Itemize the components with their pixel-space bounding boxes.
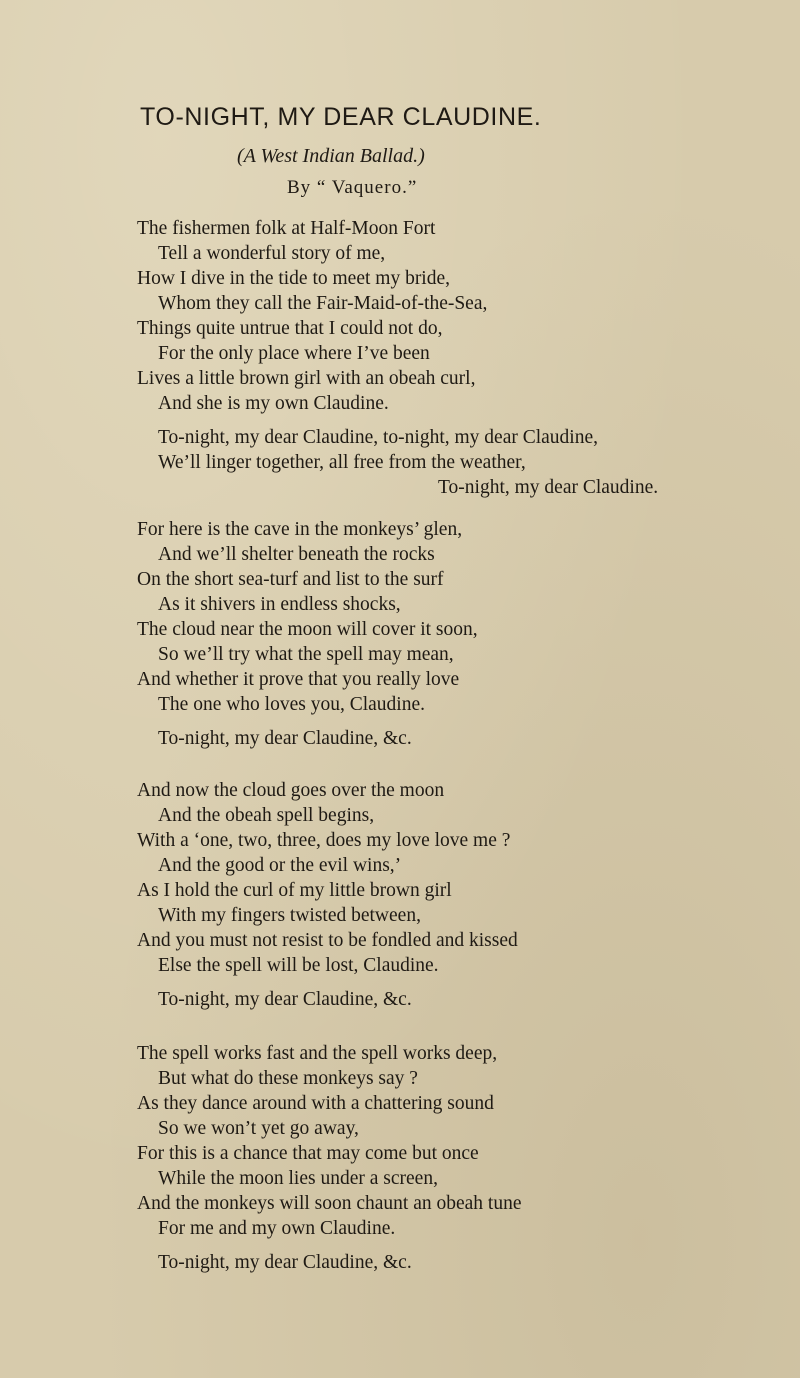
stanza-3-line-1: And now the cloud goes over the moon — [137, 780, 445, 801]
stanza-2-line-2: And we’ll shelter beneath the rocks — [158, 544, 435, 565]
stanza-4-line-7: And the monkeys will soon chaunt an obeah tune — [137, 1193, 522, 1214]
stanza-3-line-7: And you must not resist to be fondled and kissed — [137, 930, 518, 951]
stanza-4-line-8: For me and my own Claudine. — [158, 1218, 396, 1239]
stanza-1-line-1: The fishermen folk at Half-Moon Fort — [137, 218, 436, 239]
stanza-3-line-5: As I hold the curl of my little brown girl — [137, 880, 452, 901]
stanza-1-line-5: Things quite untrue that I could not do, — [137, 318, 443, 339]
stanza-4-line-5: For this is a chance that may come but once — [137, 1143, 479, 1164]
stanza-1-line-8: And she is my own Claudine. — [158, 393, 389, 414]
poem-title: TO-NIGHT, MY DEAR CLAUDINE. — [140, 103, 542, 131]
stanza-3-line-8: Else the spell will be lost, Claudine. — [158, 955, 439, 976]
stanza-2-line-1: For here is the cave in the monkeys’ glen, — [137, 519, 463, 540]
poem-subtitle: (A West Indian Ballad.) — [237, 145, 425, 167]
stanza-4-line-1: The spell works fast and the spell works deep, — [137, 1043, 498, 1064]
chorus-line-2: We’ll linger together, all free from the weather, — [158, 452, 526, 473]
stanza-2-line-7: And whether it prove that you really love — [137, 669, 460, 690]
stanza-4-line-6: While the moon lies under a screen, — [158, 1168, 438, 1189]
poem-byline: By “ Vaquero.” — [287, 177, 418, 198]
stanza-1-line-7: Lives a little brown girl with an obeah curl, — [137, 368, 476, 389]
stanza-1-line-6: For the only place where I’ve been — [158, 343, 430, 364]
stanza-2-line-5: The cloud near the moon will cover it soon, — [137, 619, 478, 640]
stanza-4-line-3: As they dance around with a chattering sound — [137, 1093, 494, 1114]
stanza-2-line-8: The one who loves you, Claudine. — [158, 694, 425, 715]
stanza-2-line-4: As it shivers in endless shocks, — [158, 594, 401, 615]
stanza-1-line-4: Whom they call the Fair-Maid-of-the-Sea, — [158, 293, 488, 314]
chorus-line-3: To-night, my dear Claudine. — [438, 477, 659, 498]
stanza-2-line-3: On the short sea-turf and list to the surf — [137, 569, 444, 590]
stanza-3-line-3: With a ‘one, two, three, does my love love me ? — [137, 830, 511, 851]
stanza-2-refrain: To-night, my dear Claudine, &c. — [158, 728, 412, 749]
stanza-4-line-4: So we won’t yet go away, — [158, 1118, 359, 1139]
stanza-4-refrain: To-night, my dear Claudine, &c. — [158, 1252, 412, 1273]
stanza-4-line-2: But what do these monkeys say ? — [158, 1068, 418, 1089]
stanza-2-line-6: So we’ll try what the spell may mean, — [158, 644, 454, 665]
stanza-1-line-2: Tell a wonderful story of me, — [158, 243, 386, 264]
stanza-1-line-3: How I dive in the tide to meet my bride, — [137, 268, 451, 289]
chorus-line-1: To-night, my dear Claudine, to-night, my dear Claudine, — [158, 427, 598, 448]
stanza-3-refrain: To-night, my dear Claudine, &c. — [158, 989, 412, 1010]
stanza-3-line-2: And the obeah spell begins, — [158, 805, 375, 826]
stanza-3-line-6: With my fingers twisted between, — [158, 905, 421, 926]
stanza-3-line-4: And the good or the evil wins,’ — [158, 855, 402, 876]
